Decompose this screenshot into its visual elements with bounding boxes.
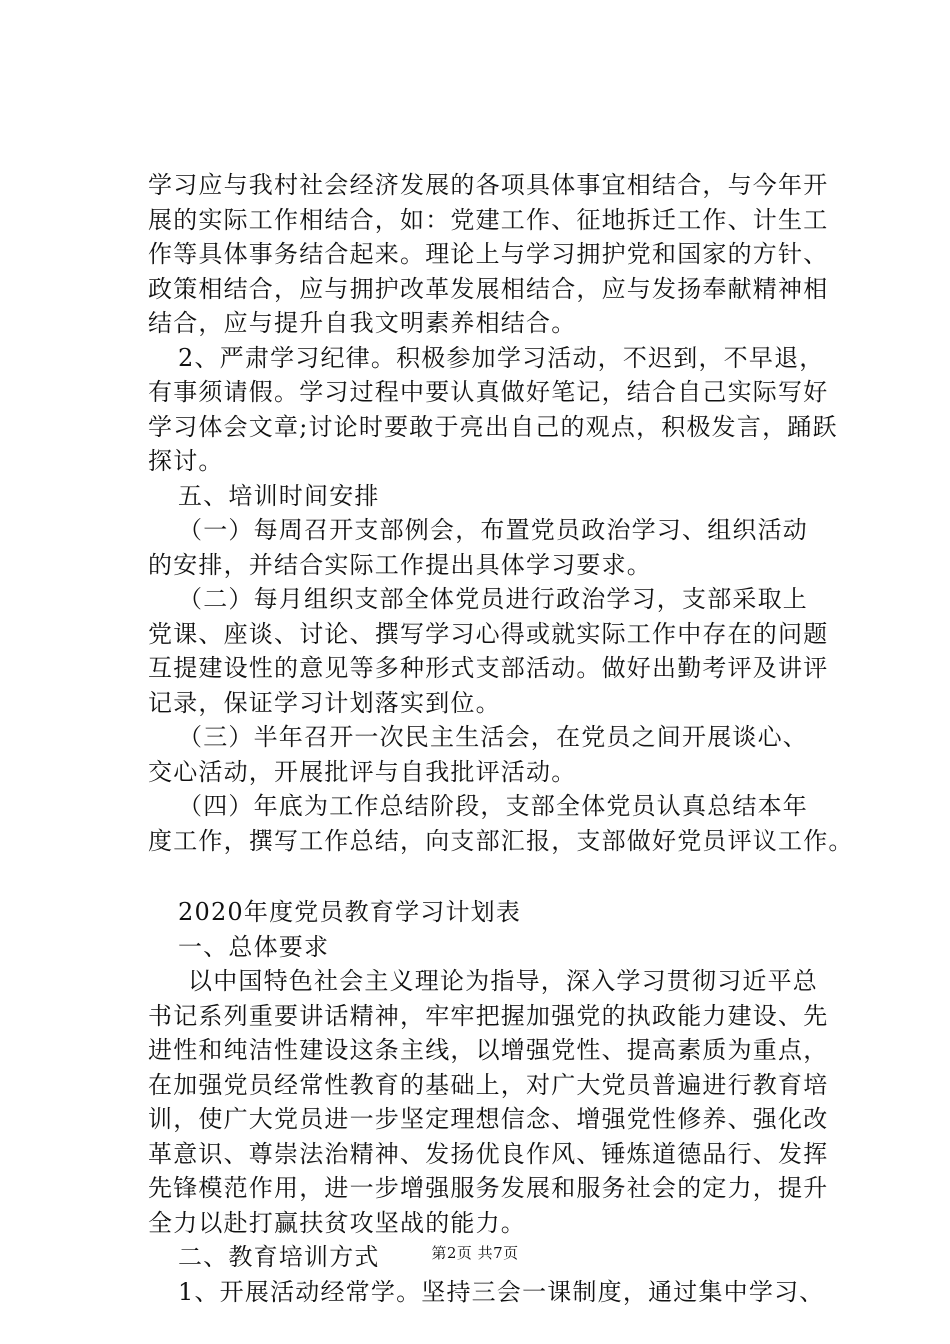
body-line: 政策相结合，应与拥护改革发展相结合，应与发扬奉献精神相 bbox=[148, 274, 829, 303]
body-line: 进性和纯洁性建设这条主线，以增强党性、提高素质为重点， bbox=[148, 1036, 829, 1064]
body-line: 在加强党员经常性教育的基础上，对广大党员普遍进行教育培 bbox=[148, 1070, 829, 1099]
body-line: 互提建设性的意见等多种形式支部活动。做好出勤考评及讲评 bbox=[148, 654, 829, 682]
body-line: 党课、座谈、讨论、撰写学习心得或就实际工作中存在的问题 bbox=[148, 619, 829, 648]
body-line: 度工作，撰写工作总结，向支部汇报，支部做好党员评议工作。 bbox=[148, 826, 854, 855]
body-line: 作等具体事务结合起来。理论上与学习拥护党和国家的方针、 bbox=[148, 240, 829, 268]
paragraph-start: 以中国特色社会主义理论为指导，深入学习贯彻习近平总 bbox=[188, 967, 818, 995]
paragraph-start: 1、开展活动经常学。坚持三会一课制度，通过集中学习、 bbox=[178, 1277, 825, 1306]
paragraph-start: （一）每周召开支部例会，布置党员政治学习、组织活动 bbox=[178, 516, 808, 544]
document-title: 2020年度党员教育学习计划表 bbox=[178, 898, 522, 926]
body-line: 革意识、尊崇法治精神、发扬优良作风、锤炼道德品行、发挥 bbox=[148, 1139, 829, 1168]
paragraph-start: （二）每月组织支部全体党员进行政治学习，支部采取上 bbox=[178, 585, 808, 613]
body-line: 探讨。 bbox=[148, 447, 224, 475]
paragraph-start: 2、严肃学习纪律。积极参加学习活动，不迟到，不早退， bbox=[178, 343, 825, 372]
section-heading: 一、总体要求 bbox=[178, 932, 330, 961]
section-heading: 二、教育培训方式 bbox=[178, 1243, 380, 1271]
section-heading: 五、培训时间安排 bbox=[178, 481, 380, 510]
body-line: 学习体会文章;讨论时要敢于亮出自己的观点，积极发言，踊跃 bbox=[148, 412, 838, 441]
body-line: 结合，应与提升自我文明素养相结合。 bbox=[148, 309, 577, 337]
body-line: 学习应与我村社会经济发展的各项具体事宜相结合，与今年开 bbox=[148, 171, 829, 199]
body-line: 的安排，并结合实际工作提出具体学习要求。 bbox=[148, 550, 652, 579]
page-footer: 第2页 共7页 bbox=[431, 1244, 519, 1262]
section-gap bbox=[148, 858, 838, 895]
paragraph-start: （三）半年召开一次民主生活会，在党员之间开展谈心、 bbox=[178, 723, 808, 751]
body-line: 记录，保证学习计划落实到位。 bbox=[148, 688, 501, 717]
document-body bbox=[148, 168, 854, 1309]
body-line: 全力以赴打赢扶贫攻坚战的能力。 bbox=[148, 1208, 526, 1237]
body-line: 有事须请假。学习过程中要认真做好笔记，结合自己实际写好 bbox=[148, 378, 829, 406]
body-line: 训，使广大党员进一步坚定理想信念、增强党性修养、强化改 bbox=[148, 1105, 829, 1133]
body-line: 书记系列重要讲话精神，牢牢把握加强党的执政能力建设、先 bbox=[148, 1001, 829, 1030]
paragraph-start: （四）年底为工作总结阶段，支部全体党员认真总结本年 bbox=[178, 792, 808, 820]
body-line: 先锋模范作用，进一步增强服务发展和服务社会的定力，提升 bbox=[148, 1174, 829, 1202]
body-line: 交心活动，开展批评与自我批评活动。 bbox=[148, 757, 577, 786]
body-line: 展的实际工作相结合，如：党建工作、征地拆迁工作、计生工 bbox=[148, 205, 829, 234]
